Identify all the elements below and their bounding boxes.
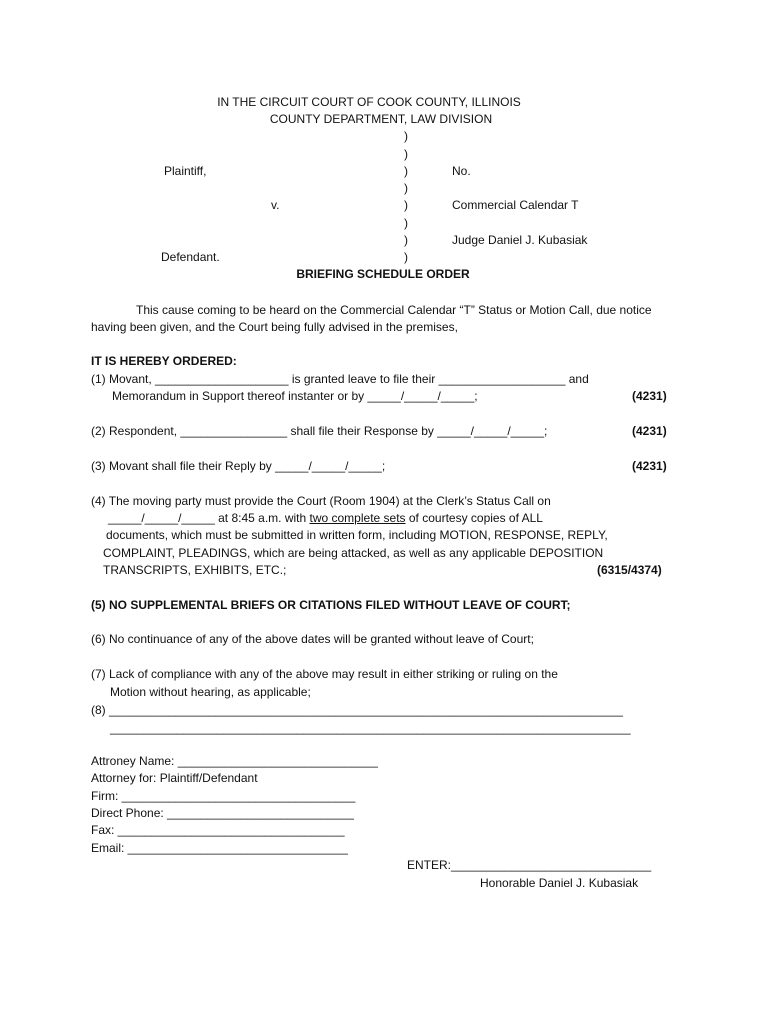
caption-paren: ) xyxy=(404,147,408,161)
item-4-line-4: COMPLAINT, PLEADINGS, which are being attacked, as well as any applicable DEPOSITION xyxy=(103,546,604,560)
versus-label: v. xyxy=(271,198,280,212)
item-6-line-1: (6) No continuance of any of the above dates will be granted without leave of Court; xyxy=(91,632,534,646)
item-4-line-5: TRANSCRIPTS, EXHIBITS, ETC.; xyxy=(103,563,287,577)
intro-line-2: having been given, and the Court being fully advised in the premises, xyxy=(91,320,458,334)
plaintiff-label: Plaintiff, xyxy=(164,164,207,178)
item-4-emphasis: two complete sets xyxy=(309,511,406,525)
court-name: IN THE CIRCUIT COURT OF COOK COUNTY, ILLINOIS xyxy=(217,95,521,109)
item-4-code: (6315/4374) xyxy=(597,563,662,577)
judge-label: Judge Daniel J. Kubasiak xyxy=(452,233,588,247)
ordered-heading: IT IS HEREBY ORDERED: xyxy=(91,354,237,368)
item-4-line-2-start: _____/_____/_____ at 8:45 a.m. with xyxy=(108,511,310,525)
caption-paren: ) xyxy=(404,181,408,195)
firm-field: Firm: ___________________________________ xyxy=(91,789,356,803)
item-4-line-2 xyxy=(108,511,543,526)
caption-paren: ) xyxy=(404,233,408,247)
caption-paren: ) xyxy=(404,198,408,212)
attorney-name-field: Attroney Name: ______________________________ xyxy=(91,754,378,768)
item-7-line-2: Motion without hearing, as applicable; xyxy=(110,685,311,699)
attorney-for-field: Attorney for: Plaintiff/Defendant xyxy=(91,771,258,785)
item-8-line-1: (8) _____________________________________________________________________________ xyxy=(91,703,623,717)
item-5-line-1: (5) NO SUPPLEMENTAL BRIEFS OR CITATIONS FILED WITHOUT LEAVE OF COURT; xyxy=(91,598,571,612)
item-4-line-3: documents, which must be submitted in written form, including MOTION, RESPONSE, REPLY, xyxy=(106,528,608,542)
item-1-code: (4231) xyxy=(632,389,667,403)
judge-signature-name: Honorable Daniel J. Kubasiak xyxy=(480,876,639,890)
item-7-line-1: (7) Lack of compliance with any of the above may result in either striking or ruling on the xyxy=(91,667,558,681)
caption-paren: ) xyxy=(404,164,408,178)
fax-field: Fax: __________________________________ xyxy=(91,823,345,837)
direct-phone-field: Direct Phone: ____________________________ xyxy=(91,806,354,820)
item-3-line-1: (3) Movant shall file their Reply by _____/_____/_____; xyxy=(91,459,386,473)
item-4-line-1: (4) The moving party must provide the Court (Room 1904) at the Clerk’s Status Call on xyxy=(91,494,551,508)
email-field: Email: _________________________________ xyxy=(91,841,348,855)
item-2-line-1: (2) Respondent, ________________ shall file their Response by _____/_____/_____; xyxy=(91,424,548,438)
case-number-label: No. xyxy=(452,164,471,178)
order-title: BRIEFING SCHEDULE ORDER xyxy=(296,267,470,281)
item-3-code: (4231) xyxy=(632,459,667,473)
caption-paren: ) xyxy=(404,216,408,230)
calendar-label: Commercial Calendar T xyxy=(452,198,579,212)
item-4-line-2-end: of courtesy copies of ALL xyxy=(405,511,543,525)
item-2-code: (4231) xyxy=(632,424,667,438)
court-department: COUNTY DEPARTMENT, LAW DIVISION xyxy=(269,112,493,126)
defendant-label: Defendant. xyxy=(161,250,220,264)
intro-line-1: This cause coming to be heard on the Commercial Calendar “T” Status or Motion Call, due notice xyxy=(136,303,652,317)
item-1-line-2: Memorandum in Support thereof instanter or by _____/_____/_____; xyxy=(112,389,478,403)
enter-signature-line: ENTER:______________________________ xyxy=(407,858,652,872)
caption-paren: ) xyxy=(404,129,408,143)
caption-paren: ) xyxy=(404,250,408,264)
item-1-line-1: (1) Movant, ____________________ is granted leave to file their ___________________ and xyxy=(91,372,589,386)
item-8-line-2: ______________________________________________________________________________ xyxy=(110,721,631,735)
